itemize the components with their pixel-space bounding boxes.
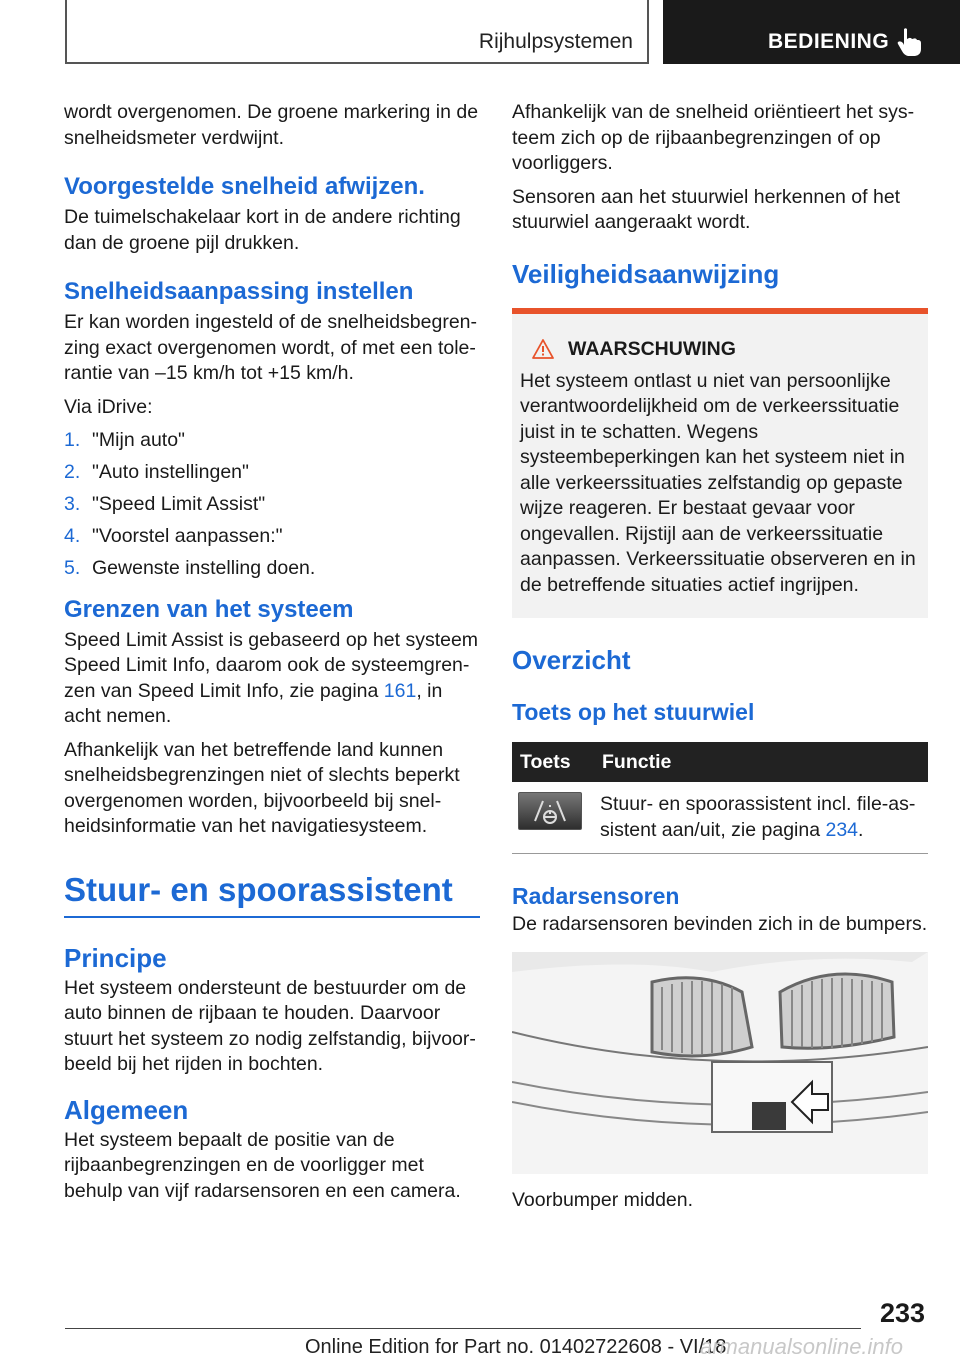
- pointing-hand-icon: [896, 27, 922, 57]
- function-cell: [594, 782, 928, 854]
- button-table: [512, 742, 928, 854]
- watermark: armanualsonline.info: [700, 1334, 904, 1359]
- section-title: Rijhulpsystemen: [478, 30, 633, 53]
- warning-text: Het systeem ontlast u niet van persoonlijke verantwoordelijkheid om de verkeerssituatie juist in te schatten. Wegens systeembeperkingen kan het systeem niet in alle verkeerssituaties zelfstandig op gepaste wijze reageren. Er bestaat gevaar voor ongevallen. Rijstijl aan de verkeerssituatie aanpassen. Verkeerssituatie observeren en in de betreffende situaties actief ingrijpen.: [520, 369, 916, 596]
- heading-suggested-speed: Voorgestelde snelheid afwijzen.: [64, 173, 425, 200]
- heading-overview: Overzicht: [512, 645, 631, 675]
- list-item: [64, 428, 480, 454]
- heading-safety: Veiligheidsaanwijzing: [512, 258, 780, 289]
- list-item: [64, 524, 480, 550]
- paragraph-country-limits: Afhankelijk van het betreffende land kunnen snelheidsbegrenzingen niet of slechts beperkt overgenomen worden, bijvoorbeeld bij snelheidsinformatie van het navigatiesysteem.: [64, 738, 460, 837]
- step-number: 3.: [64, 493, 81, 515]
- section-divider: [64, 916, 480, 918]
- paragraph-radar-sensors: De radarsensoren bevinden zich in de bumpers.: [512, 913, 928, 935]
- lane-assist-button[interactable]: [518, 792, 582, 830]
- step-number: 5.: [64, 557, 81, 579]
- step-text: Gewenste instelling doen.: [92, 557, 316, 579]
- step-number: 4.: [64, 525, 81, 547]
- step-number: 1.: [64, 429, 81, 451]
- page-link-161[interactable]: 161: [383, 679, 417, 702]
- list-item: [64, 556, 480, 582]
- front-bumper-illustration: [512, 952, 928, 1174]
- table-row: [512, 782, 928, 854]
- step-text: "Mijn auto": [92, 429, 185, 451]
- page-link-234[interactable]: 234: [825, 818, 859, 841]
- step-text: "Voorstel aanpassen:": [92, 525, 283, 547]
- via-idrive-label: Via iDrive:: [64, 395, 153, 418]
- chapter-title: BEDIENING: [768, 30, 890, 53]
- list-item: [64, 492, 480, 518]
- warning-title: WAARSCHUWING: [568, 337, 736, 360]
- warning-triangle-icon: [532, 339, 554, 359]
- paragraph-sensors: Sensoren aan het stuurwiel herkennen of het stuurwiel aangeraakt wordt.: [512, 185, 901, 233]
- image-caption: Voorbumper midden.: [512, 1188, 694, 1211]
- heading-system-limits: Grenzen van het systeem: [64, 595, 354, 623]
- page-number: 233: [880, 1298, 926, 1328]
- paragraph-system-limits: [64, 628, 480, 730]
- header-chapter-box: [663, 0, 960, 64]
- text-segment: Speed Limit Assist is gebaseerd op het systeem Speed Limit Info, daarom ook de systeemgrenzen van Speed Limit Info, zie pagina: [64, 628, 479, 702]
- footer-divider: [65, 1328, 861, 1329]
- list-item: [64, 460, 480, 486]
- heading-principle: Principe: [64, 942, 167, 973]
- header-section-box: [65, 0, 649, 64]
- heading-steering-wheel-button: Toets op het stuurwiel: [512, 699, 755, 725]
- step-number: 2.: [64, 461, 81, 483]
- heading-steering-assistant: Stuur- en spoorassistent: [64, 870, 453, 908]
- text-segment: , in acht nemen.: [64, 679, 443, 727]
- table-header-function: Functie: [594, 742, 928, 782]
- intro-paragraph: wordt overgenomen. De groene markering in de snelheidsmeter verdwijnt.: [64, 101, 479, 149]
- edition-text: Online Edition for Part no. 01402722608 - VI/18: [305, 1336, 727, 1358]
- right-column: [512, 100, 928, 1213]
- heading-speed-adjust: Snelheidsaanpassing instellen: [64, 278, 414, 305]
- step-text: "Auto instellingen": [92, 461, 249, 483]
- heading-general: Algemeen: [64, 1094, 189, 1125]
- left-column: [64, 100, 480, 1204]
- table-header-button: Toets: [512, 742, 594, 782]
- text-segment: Stuur- en spoorassistent incl. file-assistent aan/uit, zie pagina: [600, 793, 916, 841]
- warning-box: [512, 308, 928, 619]
- paragraph-suggested-speed: De tuimelschakelaar kort in de andere richting dan de groene pijl drukken.: [64, 206, 461, 254]
- steps-list: [64, 428, 480, 582]
- paragraph-general: Het systeem bepaalt de positie van de rijbaanbegrenzingen en de voorligger met behulp van vijf radarsensoren en een camera.: [64, 1128, 461, 1202]
- lane-assist-icon: [519, 793, 581, 829]
- paragraph-speed-adjust: Er kan worden ingesteld of de snelheidsbegrenzing exact overgenomen wordt, of met een tolerantie van –15 km/h tot +15 km/h.: [64, 311, 478, 384]
- heading-radar-sensors: Radarsensoren: [512, 883, 680, 909]
- paragraph-orientation: Afhankelijk van de snelheid oriëntieert het systeem zich op de rijbaanbegrenzingen of op voorliggers.: [512, 101, 915, 174]
- text-segment: .: [858, 818, 864, 841]
- paragraph-principle: Het systeem ondersteunt de bestuurder om de auto binnen de rijbaan te houden. Daarvoor stuurt het systeem zo nodig zelfstandig, bijvoorbeeld bij het rijden in bochten.: [64, 976, 476, 1075]
- step-text: "Speed Limit Assist": [92, 493, 266, 515]
